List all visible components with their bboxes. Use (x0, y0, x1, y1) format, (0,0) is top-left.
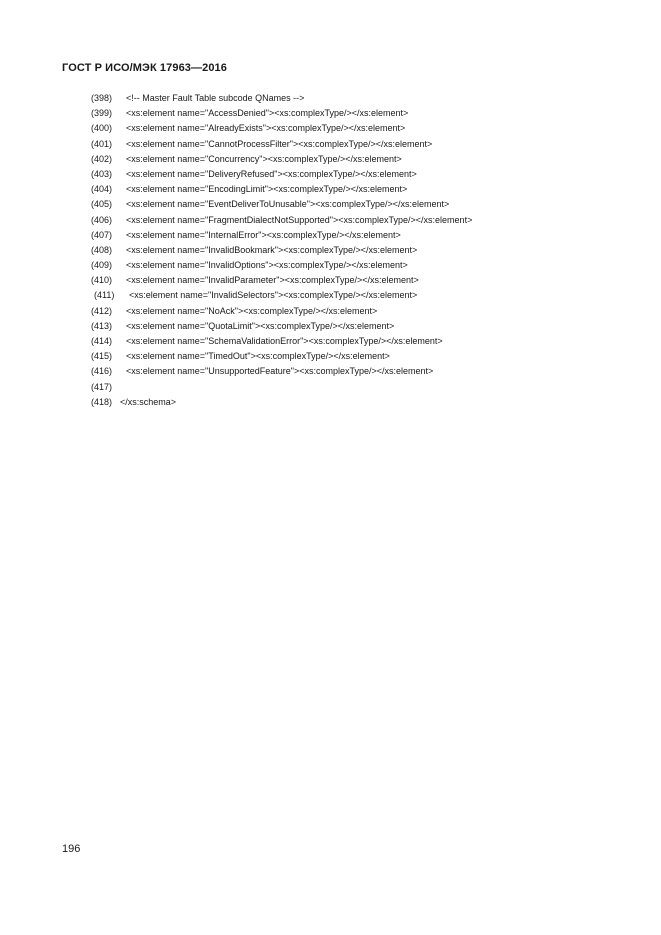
line-number: (404) (91, 184, 113, 195)
line-number: (413) (91, 320, 113, 331)
line-code: <xs:element name="DeliveryRefused"><xs:complexType/></xs:element> (126, 168, 417, 179)
line-code: <xs:element name="SchemaValidationError"><xs:complexType/></xs:element> (126, 336, 443, 346)
line-number: (414) (91, 336, 113, 346)
code-line (0, 288, 661, 303)
code-line (0, 152, 661, 167)
code-line (0, 167, 661, 182)
line-number: (417) (91, 381, 113, 392)
code-line (0, 228, 661, 243)
code-line (0, 197, 661, 212)
line-number: (398) (91, 93, 113, 103)
line-number: (410) (91, 275, 113, 286)
page-number: 196 (62, 843, 81, 855)
line-code: <xs:element name="InvalidOptions"><xs:complexType/></xs:element> (126, 260, 408, 271)
code-line (0, 380, 661, 395)
code-line (0, 243, 661, 258)
line-number: (408) (91, 244, 113, 255)
line-number: (401) (91, 138, 113, 149)
line-number: (409) (91, 260, 113, 271)
code-line (0, 395, 661, 410)
line-number: (411) (94, 290, 115, 301)
line-number: (405) (91, 199, 113, 210)
line-code: <xs:element name="TimedOut"><xs:complexType/></xs:element> (126, 351, 390, 362)
line-code: <xs:element name="AlreadyExists"><xs:complexType/></xs:element> (126, 123, 406, 134)
line-code: <xs:element name="InvalidBookmark"><xs:complexType/></xs:element> (126, 244, 418, 255)
line-code: <xs:element name="UnsupportedFeature"><xs:complexType/></xs:element> (126, 366, 434, 377)
line-code: <xs:element name="QuotaLimit"><xs:complexType/></xs:element> (126, 320, 395, 331)
line-code: <xs:element name="InternalError"><xs:complexType/></xs:element> (126, 229, 401, 240)
code-line (0, 137, 661, 152)
code-line (0, 213, 661, 228)
line-code: <xs:element name="InvalidSelectors"><xs:complexType/></xs:element> (129, 290, 418, 301)
line-number: (418) (91, 396, 113, 407)
line-number: (400) (91, 123, 113, 134)
code-line (0, 121, 661, 136)
line-number: (399) (91, 108, 113, 119)
line-number: (406) (91, 214, 113, 225)
line-code: <xs:element name="EventDeliverToUnusable"><xs:complexType/></xs:element> (126, 199, 450, 210)
code-line (0, 258, 661, 273)
line-code: <!-- Master Fault Table subcode QNames --> (126, 93, 305, 103)
line-code: <xs:element name="Concurrency"><xs:complexType/></xs:element> (126, 153, 402, 164)
code-line (0, 334, 661, 349)
line-code: <xs:element name="FragmentDialectNotSupported"><xs:complexType/></xs:element> (126, 214, 473, 225)
line-code: <xs:element name="CannotProcessFilter"><xs:complexType/></xs:element> (126, 138, 433, 149)
code-line (0, 364, 661, 379)
line-code: </xs:schema> (120, 396, 177, 407)
code-line (0, 304, 661, 319)
line-number: (402) (91, 153, 113, 164)
line-code: <xs:element name="EncodingLimit"><xs:complexType/></xs:element> (126, 184, 408, 195)
code-line (0, 319, 661, 334)
line-number: (407) (91, 229, 113, 240)
line-number: (416) (91, 366, 113, 377)
line-number: (403) (91, 168, 113, 179)
code-line (0, 273, 661, 288)
line-code: <xs:element name="InvalidParameter"><xs:complexType/></xs:element> (126, 275, 419, 286)
code-line (0, 182, 661, 197)
line-code: <xs:element name="AccessDenied"><xs:complexType/></xs:element> (126, 108, 409, 119)
code-line (0, 349, 661, 364)
line-number: (415) (91, 351, 113, 362)
code-line (0, 106, 661, 121)
line-code: <xs:element name="NoAck"><xs:complexType/></xs:element> (126, 305, 378, 316)
line-number: (412) (91, 305, 113, 316)
code-listing (0, 91, 661, 410)
page-title: ГОСТ Р ИСО/МЭК 17963—2016 (62, 62, 227, 74)
code-line (0, 91, 661, 106)
